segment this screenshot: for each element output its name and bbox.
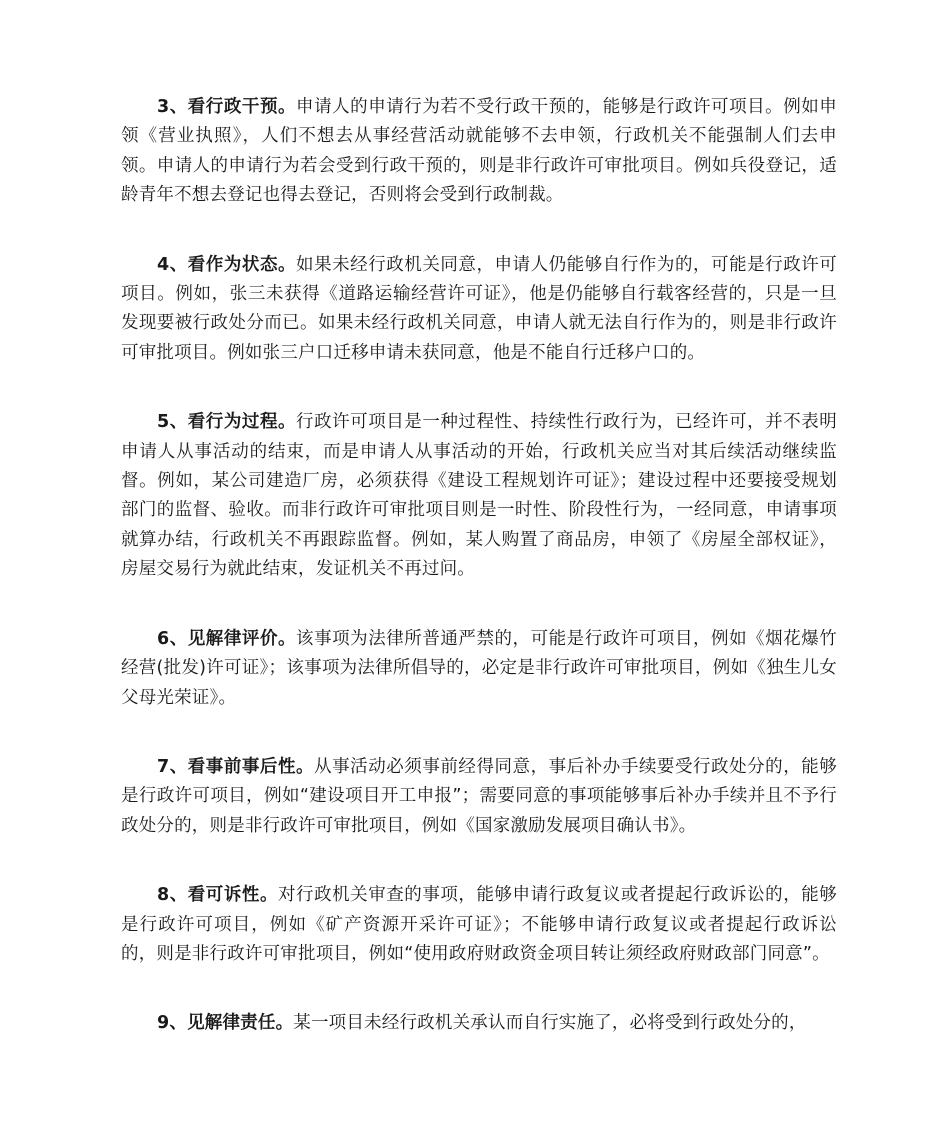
paragraph-6 bbox=[121, 625, 837, 713]
paragraph-8 bbox=[121, 881, 837, 969]
paragraph-heading: 4、看作为状态。 bbox=[157, 254, 297, 275]
paragraph-7 bbox=[121, 753, 837, 841]
paragraph-body: 对行政机关审查的事项，能够申请行政复议或者提起行政诉讼的，能够是行政许可项目，例如《矿产资源开采许可证》；不能够申请行政复议或者提起行政诉讼的，则是非行政许可审批项目，例如“使用政府财政资金项目转让须经政府财政部门同意”。 bbox=[121, 885, 837, 964]
paragraph-heading: 8、看可诉性。 bbox=[157, 885, 278, 906]
paragraph-3 bbox=[121, 93, 837, 211]
paragraph-4 bbox=[121, 251, 837, 369]
paragraph-body: 如果未经行政机关同意，申请人仍能够自行作为的，可能是行政许可项目。例如，张三未获得《道路运输经营许可证》，他是仍能够自行载客经营的，只是一旦发现要被行政处分而已。如果未经行政机关同意，申请人就无法自行作为的，则是非行政许可审批项目。例如张三户口迁移申请未获同意，他是不能自行迁移户口的。 bbox=[121, 254, 837, 363]
paragraph-9 bbox=[121, 1009, 837, 1039]
paragraph-body: 从事活动必须事前经得同意，事后补办手续要受行政处分的，能够是行政许可项目，例如“建设项目开工申报”；需要同意的事项能够事后补办手续并且不予行政处分的，则是非行政许可审批项目，例如《国家激励发展项目确认书》。 bbox=[121, 756, 837, 836]
paragraph-5 bbox=[121, 408, 837, 584]
paragraph-heading: 6、见解律评价。 bbox=[157, 628, 297, 649]
paragraph-heading: 5、看行为过程。 bbox=[157, 412, 297, 433]
paragraph-heading: 3、看行政干预。 bbox=[157, 97, 297, 117]
document-page bbox=[121, 93, 837, 1039]
paragraph-body: 申请人的申请行为若不受行政干预的，能够是行政许可项目。例如申领《营业执照》，人们不想去从事经营活动就能够不去申领，行政机关不能强制人们去申领。申请人的申请行为若会受到行政干预的，则是非行政许可审批项目。例如兵役登记，适龄青年不想去登记也得去登记，否则将会受到行政制裁。 bbox=[121, 97, 837, 206]
paragraph-body: 该事项为法律所普通严禁的，可能是行政许可项目，例如《烟花爆竹经营(批发)许可证》；该事项为法律所倡导的，必定是非行政许可审批项目，例如《独生儿女父母光荣证》。 bbox=[121, 628, 837, 708]
paragraph-body: 某一项目未经行政机关承认而自行实施了，必将受到行政处分的， bbox=[293, 1013, 807, 1034]
paragraph-heading: 7、看事前事后性。 bbox=[157, 756, 315, 777]
paragraph-heading: 9、见解律责任。 bbox=[157, 1013, 294, 1034]
paragraph-body: 行政许可项目是一种过程性、持续性行政行为，已经许可，并不表明申请人从事活动的结束，而是申请人从事活动的开始，行政机关应当对其后续活动继续监督。例如，某公司建造厂房，必须获得《建设工程规划许可证》；建设过程中还要接受规划部门的监督、验收。而非行政许可审批项目则是一时性、阶段性行为，一经同意，申请事项就算办结，行政机关不再跟踪监督。例如，某人购置了商品房，申领了《房屋全部权证》，房屋交易行为就此结束，发证机关不再过问。 bbox=[121, 412, 837, 580]
